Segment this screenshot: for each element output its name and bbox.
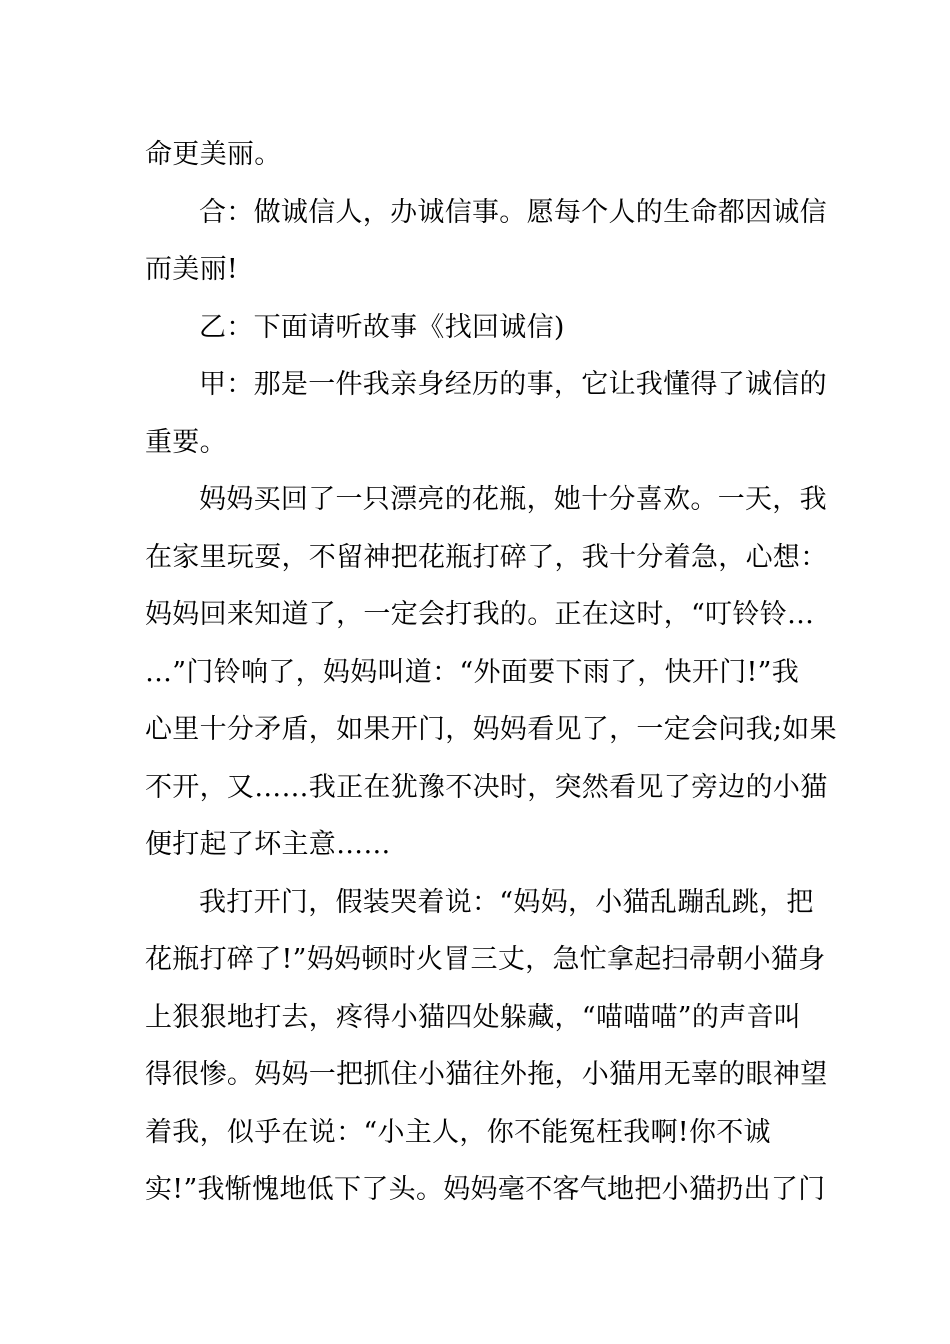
text-line: 合：做诚信人，办诚信事。愿每个人的生命都因诚信 xyxy=(199,196,827,228)
text-line: 得很惨。妈妈一把抓住小猫往外拖，小猫用无辜的眼神望 xyxy=(145,1059,828,1090)
text-line: 命更美丽。 xyxy=(145,139,282,170)
text-line: 而美丽! xyxy=(145,254,239,285)
text-line: 妈妈回来知道了，一定会打我的。正在这时，“叮铃铃… xyxy=(145,599,815,630)
text-line: 乙：下面请听故事《找回诚信) xyxy=(199,311,565,343)
text-line: 在家里玩耍，不留神把花瓶打碎了，我十分着急，心想： xyxy=(145,541,828,573)
text-line: 着我，似乎在说：“小主人，你不能冤枉我啊!你不诚 xyxy=(145,1116,771,1148)
text-line: 重要。 xyxy=(145,426,227,458)
text-line: 便打起了坏主意…… xyxy=(145,829,391,860)
text-line: 上狠狠地打去，疼得小猫四处躲藏，“喵喵喵”的声音叫 xyxy=(145,1001,802,1033)
text-line: 我打开门，假装哭着说：“妈妈，小猫乱蹦乱跳，把 xyxy=(199,886,814,918)
text-line: …”门铃响了，妈妈叫道：“外面要下雨了，快开门!”我 xyxy=(145,656,800,688)
text-line: 实!”我惭愧地低下了头。妈妈毫不客气地把小猫扔出了门 xyxy=(145,1174,826,1205)
document-body xyxy=(145,126,837,1219)
text-line: 甲：那是一件我亲身经历的事，它让我懂得了诚信的 xyxy=(199,369,827,400)
text-line: 不开，又……我正在犹豫不决时，突然看见了旁边的小猫 xyxy=(145,771,828,803)
text-line: 妈妈买回了一只漂亮的花瓶，她十分喜欢。一天，我 xyxy=(199,484,827,515)
text-line: 花瓶打碎了!”妈妈顿时火冒三丈，急忙拿起扫帚朝小猫身 xyxy=(145,944,826,975)
text-line: 心里十分矛盾，如果开门，妈妈看见了，一定会问我;如果 xyxy=(145,714,837,745)
